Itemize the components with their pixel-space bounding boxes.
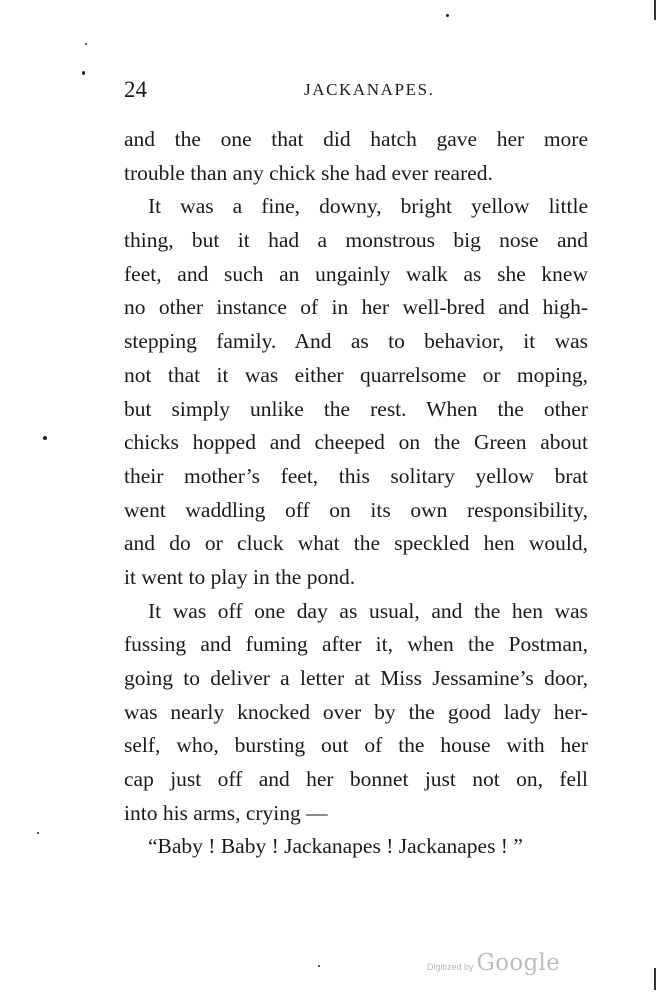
text-line: went waddling off on its own responsibility, xyxy=(124,497,588,522)
text-line: self, who, bursting out of the house with her xyxy=(124,733,588,758)
scan-speck xyxy=(318,965,320,967)
text-line: feet, and such an ungainly walk as she knew xyxy=(124,261,588,286)
text-line: not that it was either quarrelsome or moping, xyxy=(124,362,588,387)
text-line: It was off one day as usual, and the hen was xyxy=(148,598,588,623)
text-line: going to deliver a letter at Miss Jessamine’s door, xyxy=(124,666,588,690)
text-line: into his arms, crying — xyxy=(124,800,328,825)
text-line: stepping family. And as to behavior, it was xyxy=(124,329,588,354)
scan-edge-mark xyxy=(654,0,656,20)
scan-edge-mark xyxy=(654,968,656,990)
page-number: 24 xyxy=(124,77,147,102)
text-line: chicks hopped and cheeped on the Green about xyxy=(124,430,588,455)
watermark-prefix: Digitized by xyxy=(427,962,474,972)
scan-speck xyxy=(85,43,87,45)
running-title: JACKANAPES. xyxy=(304,80,435,99)
google-logo: Google xyxy=(476,950,561,976)
text-line: cap just off and her bonnet just not on, fell xyxy=(124,767,588,792)
text-line: and do or cluck what the speckled hen would, xyxy=(124,531,588,556)
digitized-watermark xyxy=(427,950,560,980)
text-line: but simply unlike the rest. When the other xyxy=(124,396,588,421)
text-line: fussing and fuming after it, when the Postman, xyxy=(124,632,588,657)
text-line: thing, but it had a monstrous big nose and xyxy=(124,228,588,253)
text-line: it went to play in the pond. xyxy=(124,564,356,589)
scan-speck xyxy=(37,832,39,834)
text-line: and the one that did hatch gave her more xyxy=(124,127,588,151)
text-line: no other instance of in her well-bred and high- xyxy=(124,295,588,320)
scan-speck xyxy=(82,71,85,75)
scan-speck xyxy=(446,14,449,17)
text-line: “Baby ! Baby ! Jackanapes ! Jackanapes ! ” xyxy=(148,834,523,859)
text-line: was nearly knocked over by the good lady her- xyxy=(124,699,588,724)
body-text xyxy=(124,123,588,864)
text-line: It was a fine, downy, bright yellow little xyxy=(148,194,588,219)
text-line: their mother’s feet, this solitary yellow brat xyxy=(124,463,588,488)
scan-speck xyxy=(43,436,47,440)
page-header xyxy=(124,76,594,104)
text-line: trouble than any chick she had ever reared. xyxy=(124,160,493,185)
